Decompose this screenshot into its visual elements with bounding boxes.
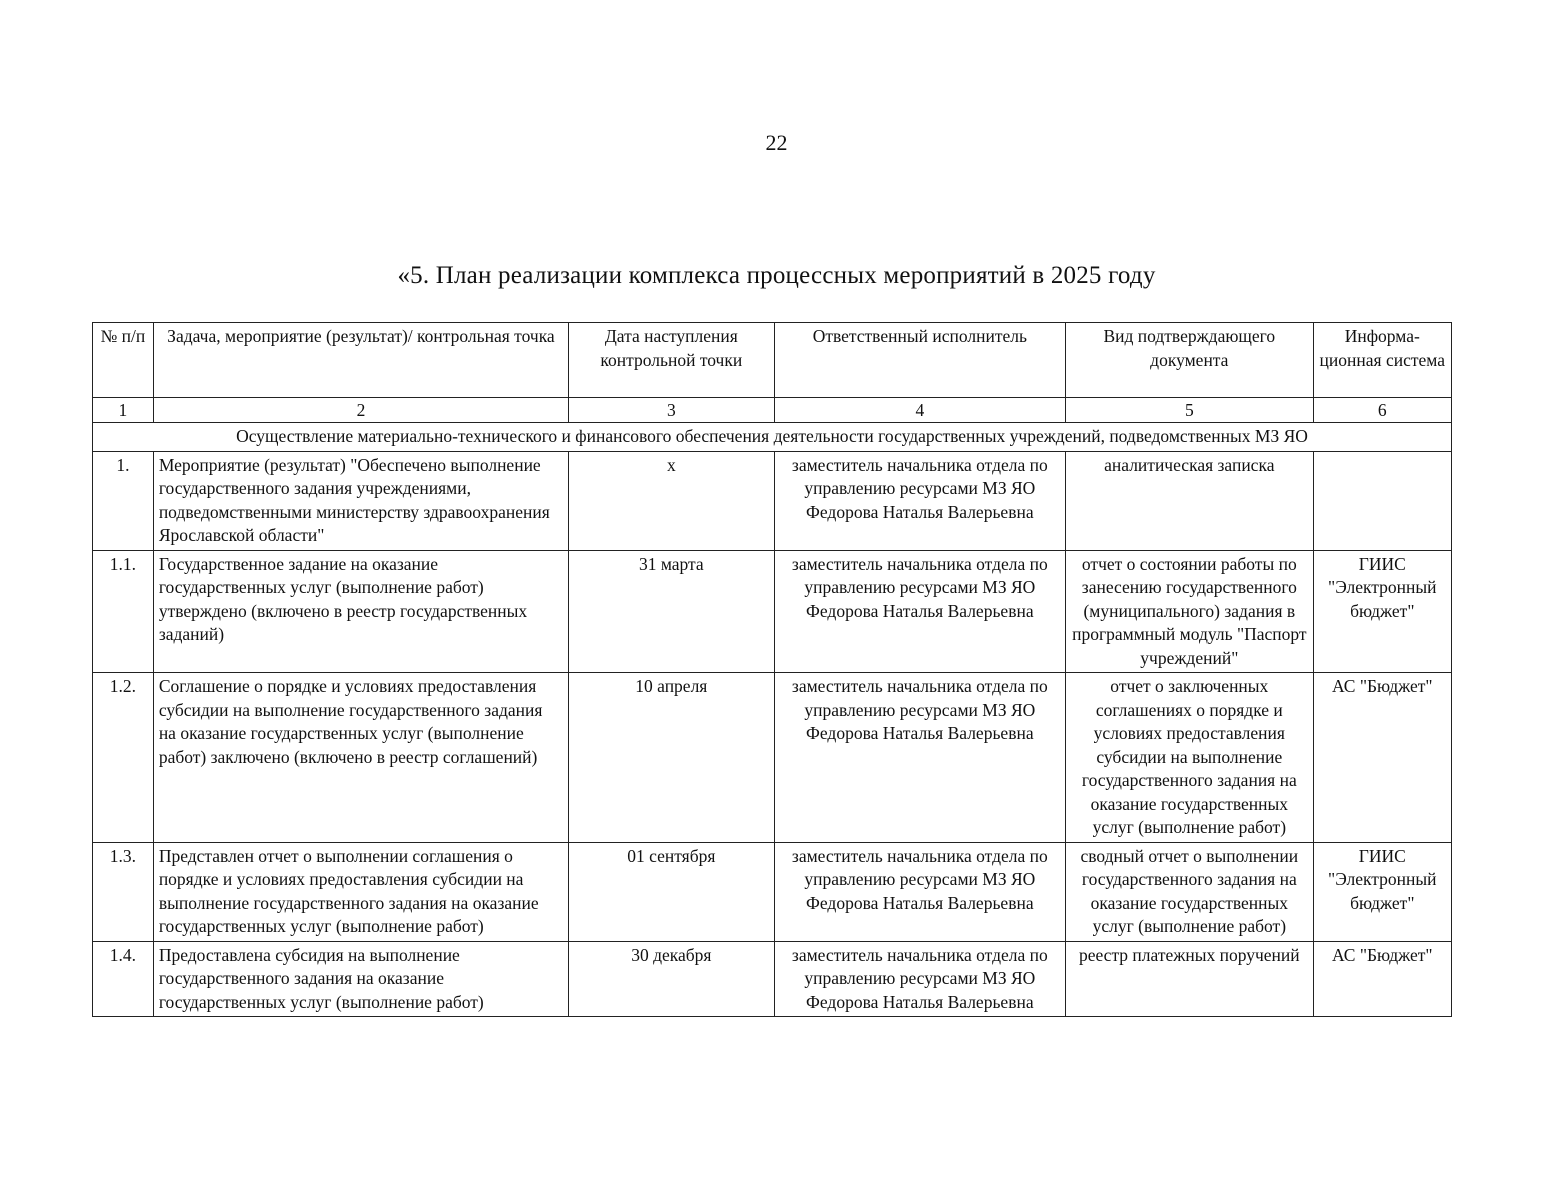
column-number: 2 <box>153 398 568 423</box>
row-number: 1.2. <box>93 673 154 843</box>
row-system: АС "Бюджет" <box>1313 673 1451 843</box>
row-task: Представлен отчет о выполнении соглашения о порядке и условиях предоставления субсидии на выполнение государственного задания на оказание государственных услуг (выполнение работ) <box>153 842 568 941</box>
row-executor: заместитель начальника отдела по управлению ресурсами МЗ ЯО Федорова Наталья Валерьевна <box>774 451 1066 550</box>
row-executor: заместитель начальника отдела по управлению ресурсами МЗ ЯО Федорова Наталья Валерьевна <box>774 941 1066 1017</box>
page-number: 22 <box>765 130 788 155</box>
row-date: х <box>569 451 775 550</box>
row-task: Государственное задание на оказание государственных услуг (выполнение работ) утверждено (включено в реестр государственных заданий) <box>153 550 568 673</box>
row-document: аналитическая записка <box>1066 451 1313 550</box>
table-row <box>93 941 1452 1017</box>
row-number: 1.1. <box>93 550 154 673</box>
row-executor: заместитель начальника отдела по управлению ресурсами МЗ ЯО Федорова Наталья Валерьевна <box>774 673 1066 843</box>
row-document: отчет о заключенных соглашениях о порядке и условиях предоставления субсидии на выполнение государственного задания на оказание государственных услуг (выполнение работ) <box>1066 673 1313 843</box>
header-date: Дата наступления контрольной точки <box>569 323 775 398</box>
row-date: 10 апреля <box>569 673 775 843</box>
row-system <box>1313 451 1451 550</box>
row-executor: заместитель начальника отдела по управлению ресурсами МЗ ЯО Федорова Наталья Валерьевна <box>774 842 1066 941</box>
row-task: Мероприятие (результат) "Обеспечено выполнение государственного задания учреждениями, подведомственными министерству здравоохранения Ярославской области" <box>153 451 568 550</box>
row-number: 1.4. <box>93 941 154 1017</box>
table-row <box>93 550 1452 673</box>
header-executor: Ответственный исполнитель <box>774 323 1066 398</box>
row-system: ГИИС "Электронный бюджет" <box>1313 550 1451 673</box>
column-number-row <box>93 398 1452 423</box>
plan-table <box>92 322 1452 1017</box>
page-title: «5. План реализации комплекса процессных мероприятий в 2025 году <box>397 262 1156 289</box>
table-row <box>93 451 1452 550</box>
header-task: Задача, мероприятие (результат)/ контрольная точка <box>153 323 568 398</box>
table-row <box>93 673 1452 843</box>
row-task: Предоставлена субсидия на выполнение государственного задания на оказание государственных услуг (выполнение работ) <box>153 941 568 1017</box>
row-number: 1.3. <box>93 842 154 941</box>
column-number: 5 <box>1066 398 1313 423</box>
row-executor: заместитель начальника отдела по управлению ресурсами МЗ ЯО Федорова Наталья Валерьевна <box>774 550 1066 673</box>
row-date: 30 декабря <box>569 941 775 1017</box>
row-number: 1. <box>93 451 154 550</box>
table-header-row <box>93 323 1452 398</box>
header-system: Информа-ционная система <box>1313 323 1451 398</box>
row-document: реестр платежных поручений <box>1066 941 1313 1017</box>
row-task: Соглашение о порядке и условиях предоставления субсидии на выполнение государственного задания на оказание государственных услуг (выполнение работ) заключено (включено в реестр соглашений) <box>153 673 568 843</box>
header-document: Вид подтверждающего документа <box>1066 323 1313 398</box>
header-number: № п/п <box>93 323 154 398</box>
column-number: 6 <box>1313 398 1451 423</box>
column-number: 4 <box>774 398 1066 423</box>
row-document: отчет о состоянии работы по занесению государственного (муниципального) задания в программный модуль "Паспорт учреждений" <box>1066 550 1313 673</box>
table-row <box>93 842 1452 941</box>
row-system: АС "Бюджет" <box>1313 941 1451 1017</box>
row-date: 01 сентября <box>569 842 775 941</box>
column-number: 3 <box>569 398 775 423</box>
section-row <box>93 423 1452 452</box>
row-document: сводный отчет о выполнении государственного задания на оказание государственных услуг (выполнение работ) <box>1066 842 1313 941</box>
row-system: ГИИС "Электронный бюджет" <box>1313 842 1451 941</box>
row-date: 31 марта <box>569 550 775 673</box>
section-title: Осуществление материально-технического и финансового обеспечения деятельности государственных учреждений, подведомственных МЗ ЯО <box>93 423 1452 452</box>
column-number: 1 <box>93 398 154 423</box>
